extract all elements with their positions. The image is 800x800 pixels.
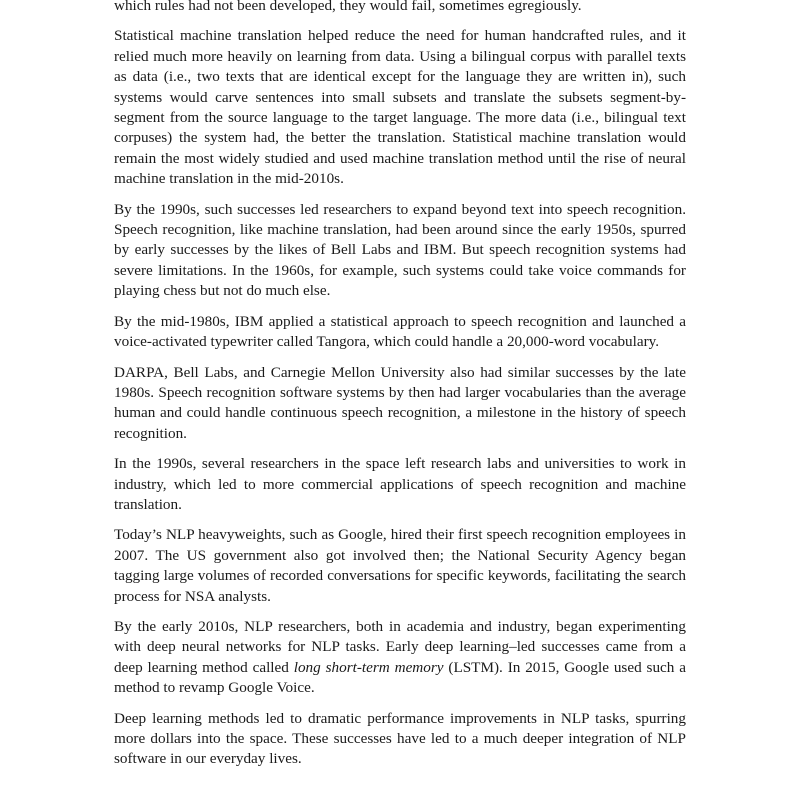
paragraph-researchers-industry: In the 1990s, several researchers in the space left research labs and universities to work in industry, which led to more commercial applications of speech recognition and machine translation. (114, 455, 686, 513)
paragraph-ibm-tangora: By the mid-1980s, IBM applied a statistical approach to speech recognition and launched a voice-activated typewriter called Tangora, which could handle a 20,000-word vocabulary. (114, 312, 686, 351)
paragraph-darpa-bell-labs-cmu: DARPA, Bell Labs, and Carnegie Mellon University also had similar successes by the late 1980s. Speech recognition software systems by then had larger vocabularies than the average human and could handle continuous speech recognition, a milestone in the history of speech recognition. (114, 363, 686, 442)
lstm-text-before: By the early 2010s, NLP researchers, both in academia and industry, began experimenting with deep neural networks for NLP tasks. Early deep learning–led successes came from a deep learning method called (114, 617, 686, 676)
paragraph-statistical-machine-translation: Statistical machine translation helped reduce the need for human handcrafted rules, and it relied much more heavily on learning from data. Using a bilingual corpus with parallel texts as data (i.e., two texts that are identical except for the language they are written in), such systems would carve sentences into small subsets and translate the subsets segment-by-segment from the source language to the target language. The more data (i.e., bilingual text corpuses) the system had, the better the translation. Statistical machine translation would remain the most widely studied and used machine translation method until the rise of neural machine translation in the mid-2010s. (114, 27, 686, 188)
paragraph-deep-learning-performance: Deep learning methods led to dramatic performance improvements in NLP tasks, spurring more dollars into the space. These successes have led to a much deeper integration of NLP software in our everyday lives. (114, 709, 686, 768)
document-page (114, 0, 686, 780)
paragraph-rules-fail: which rules had not been developed, they would fail, sometimes egregiously. (114, 0, 582, 14)
paragraph-speech-recognition-1990s: By the 1990s, such successes led researchers to expand beyond text into speech recognition. Speech recognition, like machine translation, had been around since the early 1950s, spurred by early successes by the likes of Bell Labs and IBM. But speech recognition systems had severe limitations. In the 1960s, for example, such systems could take voice commands for playing chess but not do much else. (114, 200, 686, 300)
lstm-text-after: (LSTM). In 2015, Google used such a method to revamp Google Voice. (114, 658, 686, 697)
paragraph-nlp-heavyweights: Today’s NLP heavyweights, such as Google, hired their first speech recognition employees in 2007. The US government also got involved then; the National Security Agency began tagging large volumes of recorded conversations for specific keywords, facilitating the search process for NSA analysts. (114, 526, 686, 605)
paragraph-deep-neural-networks (114, 617, 686, 699)
lstm-emphasis: long short-term memory (293, 658, 444, 676)
